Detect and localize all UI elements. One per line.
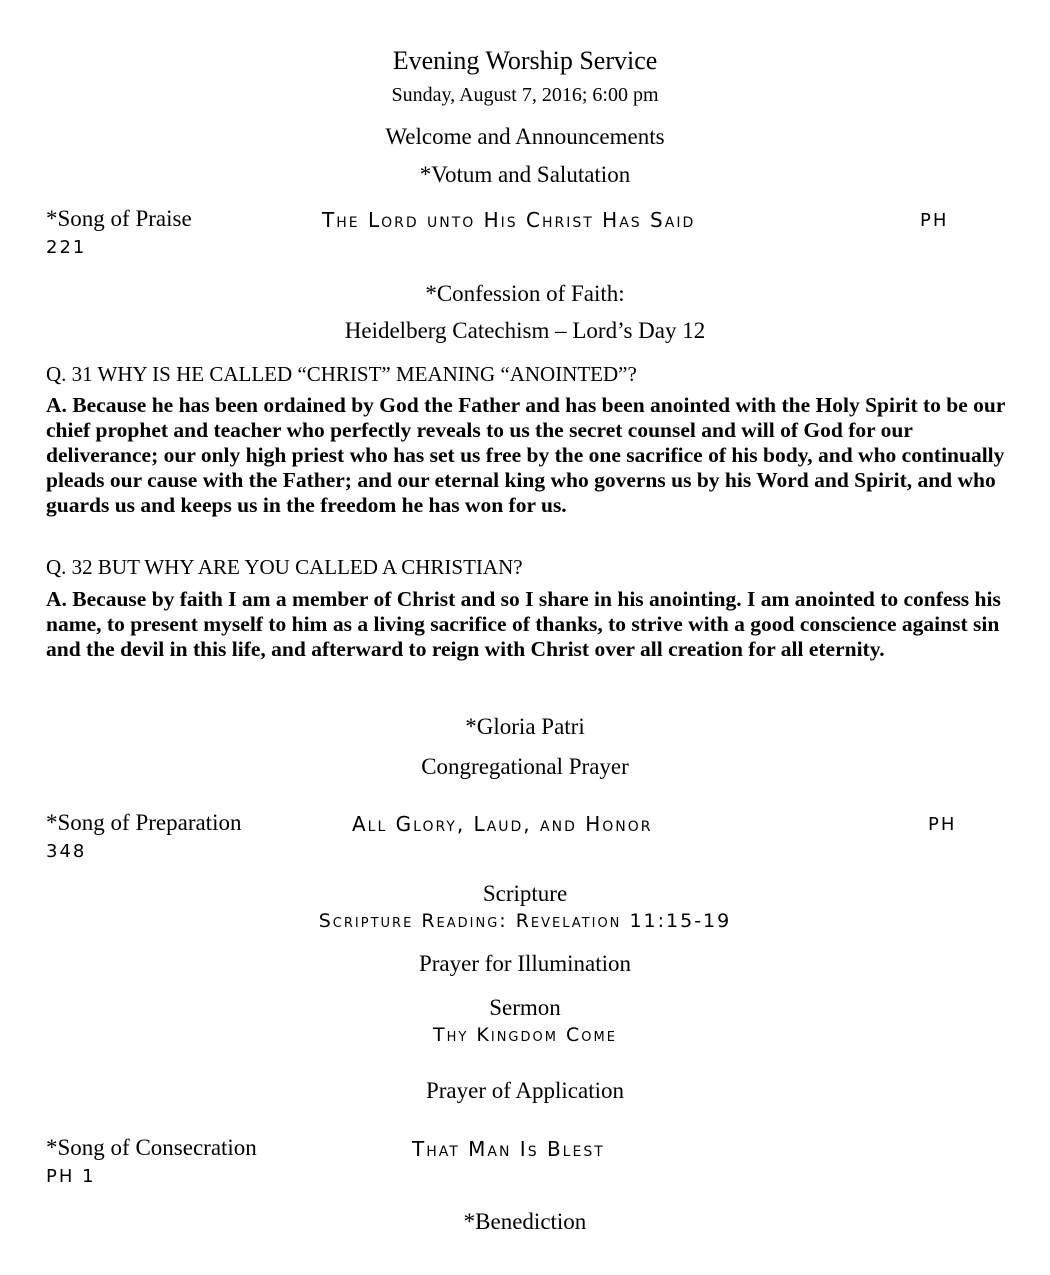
service-date: Sunday, August 7, 2016; 6:00 pm — [391, 84, 659, 106]
question-31: Q. 31 WHY IS HE CALLED “CHRIST” MEANING “ANOINTED”? — [46, 362, 637, 386]
answer-32: A. Because by faith I am a member of Christ and so I share in his anointing. I am anointed to confess his name, to present myself to him as a living sacrifice of thanks, to strive with a good conscience against sin and the devil in this life, and afterward to reign with Christ over all creation for all eternity. — [46, 587, 1001, 661]
sermon-title: Thy Kingdom Come — [433, 1024, 617, 1046]
benediction-heading: *Benediction — [463, 1209, 587, 1234]
congregational-prayer-heading: Congregational Prayer — [421, 754, 629, 779]
song-of-consecration-number: PH 1 — [46, 1166, 96, 1187]
song-of-consecration-label: *Song of Consecration — [46, 1135, 257, 1160]
illumination-heading: Prayer for Illumination — [418, 951, 632, 976]
song-of-preparation-book: PH — [928, 814, 957, 835]
application-heading: Prayer of Application — [425, 1078, 624, 1103]
question-32: Q. 32 BUT WHY ARE YOU CALLED A CHRISTIAN? — [46, 555, 523, 579]
gloria-patri-heading: *Gloria Patri — [465, 714, 585, 739]
song-of-praise-title: The Lord unto His Christ Has Said — [322, 208, 696, 232]
page-title: Evening Worship Service — [392, 46, 658, 75]
song-of-preparation-label: *Song of Preparation — [46, 810, 242, 835]
scripture-reading: Scripture Reading: Revelation 11:15-19 — [318, 910, 732, 932]
catechism-heading: Heidelberg Catechism – Lord’s Day 12 — [344, 318, 706, 343]
song-of-preparation-title: All Glory, Laud, and Honor — [352, 812, 653, 836]
song-of-praise-label: *Song of Praise — [46, 206, 192, 231]
song-of-praise-number: 221 — [46, 237, 87, 258]
scripture-heading: Scripture — [482, 881, 568, 906]
welcome-heading: Welcome and Announcements — [385, 124, 665, 149]
song-of-preparation-number: 348 — [46, 841, 87, 862]
song-of-consecration-title: That Man Is Blest — [412, 1137, 605, 1161]
votum-heading: *Votum and Salutation — [419, 162, 631, 187]
confession-heading: *Confession of Faith: — [425, 281, 625, 306]
answer-31: A. Because he has been ordained by God the Father and has been anointed with the Holy Spirit to be our chief prophet and teacher who perfectly reveals to us the secret counsel and will of God for our deliverance; our only high priest who has set us free by the one sacrifice of his body, and who continually pleads our cause with the Father; and our eternal king who governs us by his Word and Spirit, and who guards us and keeps us in the freedom he has won for us. — [46, 393, 1006, 517]
song-of-praise-book: PH — [920, 210, 949, 231]
sermon-heading: Sermon — [489, 995, 561, 1020]
